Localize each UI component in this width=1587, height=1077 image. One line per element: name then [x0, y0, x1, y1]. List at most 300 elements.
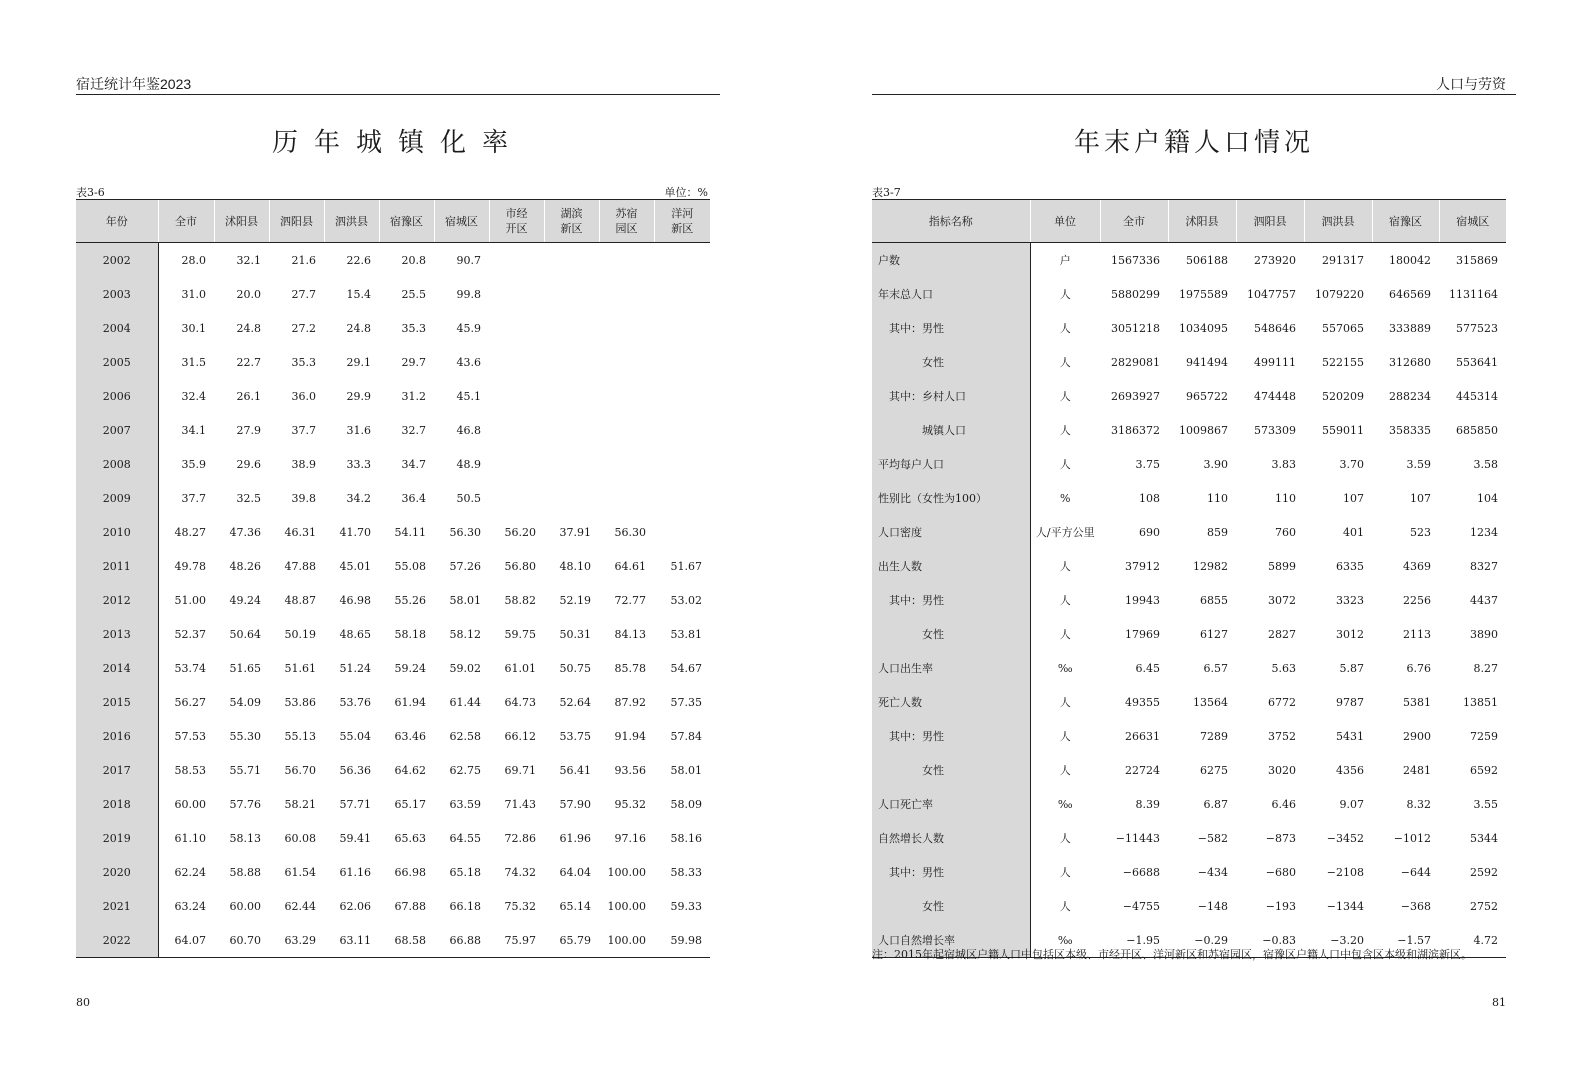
- column-header: 湖滨 新区: [544, 200, 599, 243]
- value-cell: 55.04: [339, 729, 371, 743]
- year-cell: 2002: [76, 243, 158, 278]
- indicator-name: 平均每户人口: [872, 447, 1030, 481]
- value-cell: 5899: [1268, 559, 1296, 573]
- value-cell: 8327: [1470, 559, 1498, 573]
- value-cell: 51.61: [284, 661, 316, 675]
- indicator-name: 女性: [872, 889, 1030, 923]
- value-cell: 499111: [1254, 355, 1296, 369]
- value-cell: 61.94: [394, 695, 426, 709]
- value-cell: 97.16: [614, 831, 646, 845]
- value-cell: [654, 515, 710, 549]
- value-cell: 4369: [1403, 559, 1431, 573]
- value-cell: 6.46: [1271, 797, 1296, 811]
- value-cell: 3890: [1470, 627, 1498, 641]
- table-row: [872, 345, 1506, 379]
- value-cell: 60.00: [229, 899, 261, 913]
- indicator-name: 人口密度: [872, 515, 1030, 549]
- indicator-name: 女性: [872, 753, 1030, 787]
- value-cell: −873: [1265, 831, 1296, 845]
- value-cell: 27.2: [291, 321, 316, 335]
- value-cell: 1975589: [1179, 287, 1228, 301]
- value-cell: 56.41: [559, 763, 591, 777]
- year-cell: 2003: [76, 277, 158, 311]
- value-cell: 55.13: [284, 729, 316, 743]
- column-header: 年份: [76, 200, 158, 243]
- value-cell: −1344: [1326, 899, 1364, 913]
- indicator-name: 城镇人口: [872, 413, 1030, 447]
- table-row: [76, 311, 710, 345]
- value-cell: 62.44: [284, 899, 316, 913]
- value-cell: 54.11: [394, 525, 426, 539]
- column-header: 宿城区: [434, 200, 489, 243]
- value-cell: 66.18: [449, 899, 481, 913]
- indicator-name: 出生人数: [872, 549, 1030, 583]
- value-cell: 8.27: [1473, 661, 1498, 675]
- value-cell: 559011: [1322, 423, 1364, 437]
- value-cell: 333889: [1389, 321, 1431, 335]
- indicator-name: 人口自然增长率: [872, 923, 1030, 958]
- value-cell: 53.75: [559, 729, 591, 743]
- value-cell: 人: [1059, 900, 1071, 913]
- value-cell: 人: [1059, 764, 1071, 777]
- indicator-name: 年末总人口: [872, 277, 1030, 311]
- value-cell: 557065: [1322, 321, 1364, 335]
- table-row: [76, 447, 710, 481]
- value-cell: −193: [1265, 899, 1296, 913]
- value-cell: 64.61: [614, 559, 646, 573]
- year-cell: 2014: [76, 651, 158, 685]
- value-cell: 965722: [1186, 389, 1228, 403]
- value-cell: 54.67: [670, 661, 702, 675]
- page-number: 80: [76, 996, 90, 1009]
- value-cell: 110: [1207, 491, 1228, 505]
- column-header: 泗阳县: [1236, 200, 1304, 243]
- value-cell: 61.16: [339, 865, 371, 879]
- year-cell: 2011: [76, 549, 158, 583]
- year-cell: 2013: [76, 617, 158, 651]
- table-row: [76, 617, 710, 651]
- value-cell: 53.76: [339, 695, 371, 709]
- value-cell: 577523: [1456, 321, 1498, 335]
- value-cell: −1.95: [1100, 923, 1168, 958]
- year-cell: 2020: [76, 855, 158, 889]
- value-cell: 人: [1059, 288, 1071, 301]
- value-cell: 51.00: [174, 593, 206, 607]
- table-header-row: [76, 200, 710, 243]
- value-cell: 50.19: [284, 627, 316, 641]
- indicator-name: 其中：乡村人口: [872, 379, 1030, 413]
- value-cell: 859: [1207, 525, 1228, 539]
- value-cell: 46.31: [284, 525, 316, 539]
- value-cell: 53.86: [284, 695, 316, 709]
- value-cell: 3.83: [1271, 457, 1296, 471]
- table-row: [76, 889, 710, 923]
- value-cell: 53.81: [670, 627, 702, 641]
- value-cell: 15.4: [346, 287, 371, 301]
- value-cell: 3.75: [1135, 457, 1160, 471]
- year-cell: 2022: [76, 923, 158, 958]
- value-cell: 58.16: [670, 831, 702, 845]
- year-cell: 2012: [76, 583, 158, 617]
- value-cell: 108: [1139, 491, 1160, 505]
- value-cell: 31.2: [401, 389, 426, 403]
- table-row: [76, 345, 710, 379]
- value-cell: 64.62: [394, 763, 426, 777]
- value-cell: 34.7: [401, 457, 426, 471]
- value-cell: 47.36: [229, 525, 261, 539]
- value-cell: 27.9: [236, 423, 261, 437]
- value-cell: 54.09: [229, 695, 261, 709]
- table-row: [76, 821, 710, 855]
- value-cell: 33.3: [346, 457, 371, 471]
- value-cell: 3323: [1336, 593, 1364, 607]
- value-cell: [599, 311, 654, 345]
- column-header: 指标名称: [872, 200, 1030, 243]
- value-cell: 58.13: [229, 831, 261, 845]
- value-cell: 人: [1059, 730, 1071, 743]
- value-cell: 59.75: [504, 627, 536, 641]
- value-cell: 59.98: [654, 923, 710, 958]
- value-cell: 39.8: [291, 491, 316, 505]
- value-cell: [544, 311, 599, 345]
- value-cell: −1.57: [1372, 923, 1439, 958]
- year-cell: 2016: [76, 719, 158, 753]
- value-cell: 人: [1059, 866, 1071, 879]
- value-cell: 8.32: [1406, 797, 1431, 811]
- value-cell: 2113: [1403, 627, 1431, 641]
- value-cell: −3.20: [1304, 923, 1372, 958]
- value-cell: 5.87: [1339, 661, 1364, 675]
- value-cell: 60.70: [214, 923, 269, 958]
- value-cell: 5431: [1336, 729, 1364, 743]
- value-cell: 36.0: [291, 389, 316, 403]
- value-cell: 59.41: [339, 831, 371, 845]
- value-cell: [489, 481, 544, 515]
- column-header: 单位: [1030, 200, 1100, 243]
- value-cell: 13851: [1463, 695, 1498, 709]
- value-cell: 2481: [1403, 763, 1431, 777]
- value-cell: 4437: [1470, 593, 1498, 607]
- value-cell: 93.56: [614, 763, 646, 777]
- value-cell: 57.84: [670, 729, 702, 743]
- table-row: [872, 651, 1506, 685]
- value-cell: 75.32: [504, 899, 536, 913]
- column-header: 泗洪县: [324, 200, 379, 243]
- value-cell: 2900: [1403, 729, 1431, 743]
- value-cell: 91.94: [614, 729, 646, 743]
- value-cell: 38.9: [291, 457, 316, 471]
- value-cell: 3.55: [1473, 797, 1498, 811]
- value-cell: 35.3: [291, 355, 316, 369]
- left-page: [76, 0, 720, 1077]
- value-cell: [599, 345, 654, 379]
- value-cell: 3.58: [1473, 457, 1498, 471]
- year-cell: 2007: [76, 413, 158, 447]
- table-row: [872, 481, 1506, 515]
- value-cell: 63.11: [324, 923, 379, 958]
- value-cell: 32.1: [236, 253, 261, 267]
- value-cell: 690: [1139, 525, 1160, 539]
- value-cell: 63.46: [394, 729, 426, 743]
- value-cell: 288234: [1389, 389, 1431, 403]
- value-cell: 2693927: [1111, 389, 1160, 403]
- table-number: 表3-6: [76, 186, 105, 199]
- value-cell: 646569: [1389, 287, 1431, 301]
- value-cell: [544, 345, 599, 379]
- value-cell: 57.76: [229, 797, 261, 811]
- value-cell: 49.24: [229, 593, 261, 607]
- value-cell: 64.04: [559, 865, 591, 879]
- value-cell: 6275: [1200, 763, 1228, 777]
- table-row: [76, 787, 710, 821]
- value-cell: 31.5: [181, 355, 206, 369]
- value-cell: 5.63: [1271, 661, 1296, 675]
- value-cell: −644: [1400, 865, 1431, 879]
- value-cell: 100.00: [607, 899, 646, 913]
- value-cell: 4.72: [1439, 923, 1506, 958]
- value-cell: 57.71: [339, 797, 371, 811]
- value-cell: 2592: [1470, 865, 1498, 879]
- table-row: [872, 787, 1506, 821]
- value-cell: 6.87: [1203, 797, 1228, 811]
- value-cell: 37912: [1125, 559, 1160, 573]
- value-cell: 6127: [1200, 627, 1228, 641]
- value-cell: 51.24: [339, 661, 371, 675]
- value-cell: 58.88: [229, 865, 261, 879]
- value-cell: 3186372: [1111, 423, 1160, 437]
- value-cell: 2827: [1268, 627, 1296, 641]
- value-cell: −582: [1197, 831, 1228, 845]
- table-row: [76, 719, 710, 753]
- value-cell: 5381: [1403, 695, 1431, 709]
- value-cell: 84.13: [614, 627, 646, 641]
- value-cell: 1234: [1470, 525, 1498, 539]
- value-cell: 3012: [1336, 627, 1364, 641]
- indicator-name: 户数: [872, 243, 1030, 278]
- value-cell: 人: [1059, 322, 1071, 335]
- table-row: [76, 651, 710, 685]
- table-row: [76, 413, 710, 447]
- column-header: 洋河 新区: [654, 200, 710, 243]
- value-cell: [654, 311, 710, 345]
- table-row: [872, 889, 1506, 923]
- value-cell: 29.6: [236, 457, 261, 471]
- value-cell: 62.24: [174, 865, 206, 879]
- column-header: 泗阳县: [269, 200, 324, 243]
- value-cell: 64.55: [449, 831, 481, 845]
- value-cell: 48.65: [339, 627, 371, 641]
- value-cell: 553641: [1456, 355, 1498, 369]
- value-cell: 291317: [1322, 253, 1364, 267]
- value-cell: 58.53: [174, 763, 206, 777]
- value-cell: 2829081: [1111, 355, 1160, 369]
- value-cell: 人: [1059, 628, 1071, 641]
- value-cell: 59.02: [449, 661, 481, 675]
- value-cell: 66.12: [504, 729, 536, 743]
- value-cell: 49355: [1125, 695, 1160, 709]
- column-header: 沭阳县: [1168, 200, 1236, 243]
- value-cell: 26.1: [236, 389, 261, 403]
- column-header: 宿豫区: [1372, 200, 1439, 243]
- year-cell: 2009: [76, 481, 158, 515]
- value-cell: 85.78: [614, 661, 646, 675]
- value-cell: 人: [1059, 594, 1071, 607]
- value-cell: 100.00: [607, 865, 646, 879]
- value-cell: 941494: [1186, 355, 1228, 369]
- value-cell: 28.0: [181, 253, 206, 267]
- value-cell: 45.1: [456, 389, 481, 403]
- value-cell: [654, 447, 710, 481]
- value-cell: 48.9: [456, 457, 481, 471]
- value-cell: 21.6: [291, 253, 316, 267]
- value-cell: 2256: [1403, 593, 1431, 607]
- value-cell: −0.29: [1168, 923, 1236, 958]
- value-cell: 37.7: [181, 491, 206, 505]
- value-cell: [599, 277, 654, 311]
- value-cell: 60.08: [284, 831, 316, 845]
- value-cell: [544, 481, 599, 515]
- value-cell: 12982: [1193, 559, 1228, 573]
- value-cell: 22.6: [346, 253, 371, 267]
- value-cell: 523: [1410, 525, 1431, 539]
- value-cell: 29.7: [401, 355, 426, 369]
- value-cell: 71.43: [504, 797, 536, 811]
- value-cell: [489, 243, 544, 278]
- value-cell: [599, 243, 654, 278]
- column-header: 宿豫区: [379, 200, 434, 243]
- column-header: 全市: [158, 200, 214, 243]
- value-cell: 61.10: [174, 831, 206, 845]
- indicator-name: 人口死亡率: [872, 787, 1030, 821]
- value-cell: 26631: [1125, 729, 1160, 743]
- value-cell: [489, 379, 544, 413]
- value-cell: 67.88: [394, 899, 426, 913]
- value-cell: 62.06: [339, 899, 371, 913]
- value-cell: 548646: [1254, 321, 1296, 335]
- value-cell: [489, 413, 544, 447]
- value-cell: 506188: [1186, 253, 1228, 267]
- value-cell: 61.44: [449, 695, 481, 709]
- value-cell: 3020: [1268, 763, 1296, 777]
- value-cell: 37.7: [291, 423, 316, 437]
- value-cell: 46.8: [456, 423, 481, 437]
- value-cell: 104: [1477, 491, 1498, 505]
- value-cell: 55.08: [394, 559, 426, 573]
- indicator-name: 女性: [872, 345, 1030, 379]
- value-cell: 522155: [1322, 355, 1364, 369]
- year-cell: 2019: [76, 821, 158, 855]
- value-cell: 760: [1275, 525, 1296, 539]
- value-cell: [654, 481, 710, 515]
- value-cell: 5880299: [1111, 287, 1160, 301]
- value-cell: −0.83: [1236, 923, 1304, 958]
- value-cell: −1012: [1393, 831, 1431, 845]
- indicator-name: 其中：男性: [872, 311, 1030, 345]
- table-row: [76, 685, 710, 719]
- value-cell: 3.59: [1406, 457, 1431, 471]
- page-title: 历年城镇化率: [271, 128, 524, 158]
- value-cell: −6688: [1122, 865, 1160, 879]
- value-cell: 56.30: [449, 525, 481, 539]
- value-cell: 72.77: [614, 593, 646, 607]
- value-cell: [544, 413, 599, 447]
- value-cell: 69.71: [504, 763, 536, 777]
- page-title: 年末户籍人口情况: [1073, 128, 1314, 158]
- value-cell: 62.58: [449, 729, 481, 743]
- value-cell: −11443: [1115, 831, 1160, 845]
- value-cell: 37.91: [559, 525, 591, 539]
- value-cell: 人: [1059, 458, 1071, 471]
- value-cell: 4356: [1336, 763, 1364, 777]
- value-cell: 人/平方公里: [1035, 526, 1095, 539]
- table-row: [872, 583, 1506, 617]
- year-cell: 2005: [76, 345, 158, 379]
- value-cell: 24.8: [346, 321, 371, 335]
- indicator-name: 其中：男性: [872, 855, 1030, 889]
- year-cell: 2010: [76, 515, 158, 549]
- value-cell: 58.09: [670, 797, 702, 811]
- value-cell: 58.01: [670, 763, 702, 777]
- value-cell: 74.32: [504, 865, 536, 879]
- value-cell: [599, 481, 654, 515]
- table-row: [76, 855, 710, 889]
- table-number: 表3-7: [872, 186, 901, 199]
- value-cell: 41.70: [339, 525, 371, 539]
- value-cell: 31.6: [346, 423, 371, 437]
- value-cell: 3752: [1268, 729, 1296, 743]
- value-cell: 58.21: [284, 797, 316, 811]
- year-cell: 2008: [76, 447, 158, 481]
- year-cell: 2017: [76, 753, 158, 787]
- value-cell: 人: [1059, 560, 1071, 573]
- table-row: [872, 855, 1506, 889]
- value-cell: 99.8: [456, 287, 481, 301]
- value-cell: 56.36: [339, 763, 371, 777]
- value-cell: 58.01: [449, 593, 481, 607]
- value-cell: 520209: [1322, 389, 1364, 403]
- household-population-table: [872, 199, 1506, 958]
- value-cell: 43.6: [456, 355, 481, 369]
- value-cell: 25.5: [401, 287, 426, 301]
- value-cell: 474448: [1254, 389, 1296, 403]
- value-cell: [654, 379, 710, 413]
- value-cell: 53.74: [174, 661, 206, 675]
- value-cell: 65.17: [394, 797, 426, 811]
- value-cell: 273920: [1254, 253, 1296, 267]
- value-cell: [599, 413, 654, 447]
- table-row: [872, 447, 1506, 481]
- value-cell: ‰: [1057, 661, 1073, 675]
- value-cell: ‰: [1030, 923, 1100, 958]
- table-row: [872, 311, 1506, 345]
- value-cell: 68.58: [379, 923, 434, 958]
- value-cell: 55.30: [229, 729, 261, 743]
- value-cell: 65.14: [559, 899, 591, 913]
- value-cell: 401: [1343, 525, 1364, 539]
- table-row: [872, 753, 1506, 787]
- table-row: [872, 617, 1506, 651]
- value-cell: 107: [1410, 491, 1431, 505]
- year-cell: 2004: [76, 311, 158, 345]
- value-cell: 58.18: [394, 627, 426, 641]
- value-cell: 50.31: [559, 627, 591, 641]
- value-cell: 1131164: [1449, 287, 1498, 301]
- value-cell: 64.07: [158, 923, 214, 958]
- value-cell: 63.59: [449, 797, 481, 811]
- value-cell: 6855: [1200, 593, 1228, 607]
- value-cell: 57.26: [449, 559, 481, 573]
- value-cell: 58.33: [670, 865, 702, 879]
